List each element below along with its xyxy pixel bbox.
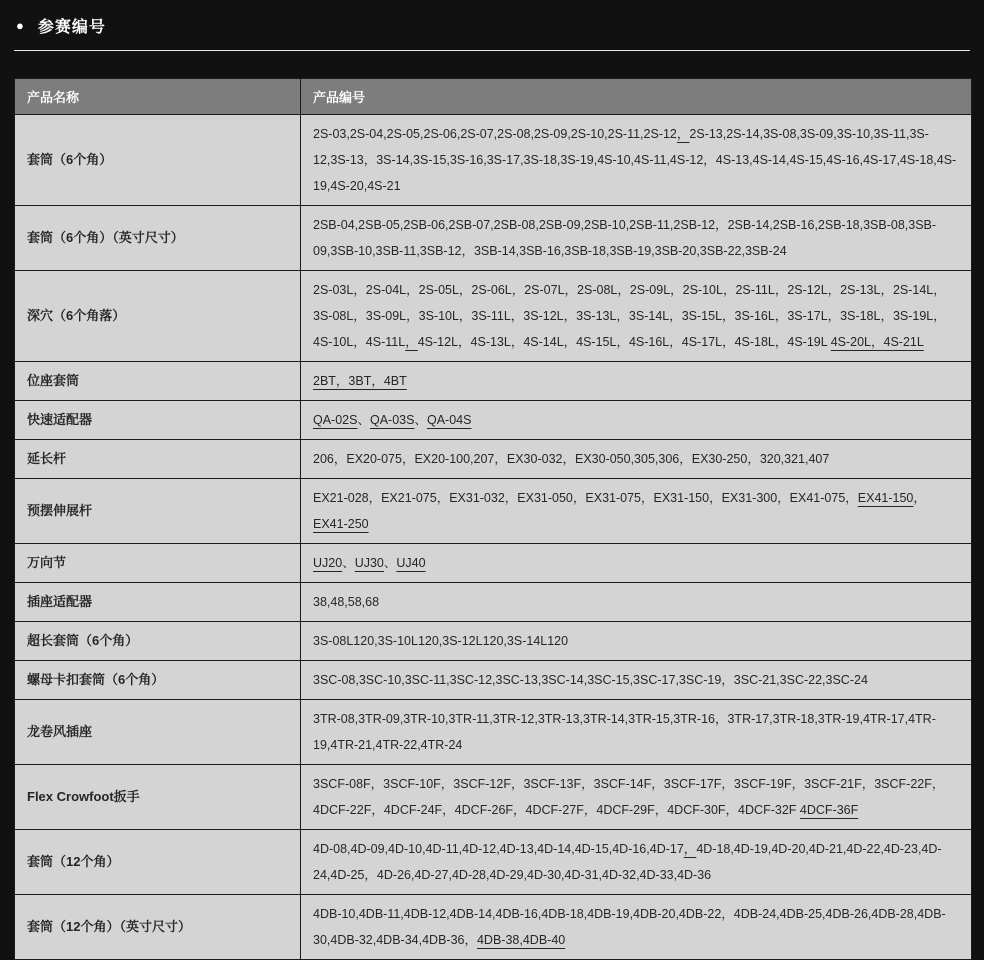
product-code-text: ， xyxy=(913,491,926,505)
table-row xyxy=(15,661,972,700)
product-code-text: 3SCF-08F，3SCF-10F，3SCF-12F，3SCF-13F，3SCF-14F，3SCF-17F，3SCF-19F，3SCF-21F，3SCF-22F，4DCF-22F，4DCF-24F，4DCF-26F，4DCF-27F，4DCF-29F，4DCF-30F，4DCF-32F xyxy=(313,777,945,817)
product-codes-cell xyxy=(301,362,972,401)
product-codes-cell xyxy=(301,401,972,440)
table-row xyxy=(15,765,972,830)
product-code-text: 206，EX20-075，EX20-100,207，EX30-032，EX30-050,305,306，EX30-250，320,321,407 xyxy=(313,452,830,466)
table-row xyxy=(15,115,972,206)
product-codes-cell xyxy=(301,544,972,583)
product-code-underlined: EX41-150 xyxy=(857,491,914,505)
product-code-underlined: QA-04S xyxy=(426,413,472,427)
table-row xyxy=(15,622,972,661)
table-header-row xyxy=(15,79,972,115)
product-code-text: 、 xyxy=(414,413,427,427)
product-code-text: 、 xyxy=(383,556,397,570)
product-code-text: 3S-08L120,3S-10L120,3S-12L120,3S-14L120 xyxy=(313,634,569,648)
product-code-underlined: ， xyxy=(405,335,418,349)
product-code-text: 、 xyxy=(357,413,370,427)
product-code-text: 2SB-04,2SB-05,2SB-06,2SB-07,2SB-08,2SB-09,2SB-10,2SB-11,2SB-12，2SB-14,2SB-16,2SB-18,3SB-08,3SB-09,3SB-10,3SB-11,3SB-12，3SB-14,3SB-16,3SB-18,3SB-19,3SB-20,3SB-22,3SB-24 xyxy=(313,218,937,258)
product-table xyxy=(14,78,972,960)
product-name-cell: 插座适配器 xyxy=(15,583,301,622)
product-name-cell: 套筒（6个角） xyxy=(15,115,301,206)
table-row xyxy=(15,440,972,479)
product-codes-cell xyxy=(301,830,972,895)
product-name-cell: Flex Crowfoot扳手 xyxy=(15,765,301,830)
product-table-container xyxy=(14,78,971,960)
product-name-cell: 位座套筒 xyxy=(15,362,301,401)
product-code-underlined: UJ30 xyxy=(354,556,384,570)
product-code-text: 2S-13,2S-14,3S-08,3S-09,3S-10,3S-11,3S-12,3S-13，3S-14,3S-15,3S-16,3S-17,3S-18,3S-19,4S-10,4S-11,4S-12，4S-13,4S-14,4S-15,4S-16,4S-17,4S-18,4S-19,4S-20,4S-21 xyxy=(313,127,957,193)
product-name-cell: 龙卷风插座 xyxy=(15,700,301,765)
product-code-text: 4D-08,4D-09,4D-10,4D-11,4D-12,4D-13,4D-14,4D-15,4D-16,4D-17 xyxy=(313,842,684,856)
product-codes-cell xyxy=(301,271,972,362)
product-code-underlined: ， xyxy=(683,842,697,856)
table-row xyxy=(15,479,972,544)
table-row xyxy=(15,401,972,440)
product-code-text: 4DB-10,4DB-11,4DB-12,4DB-14,4DB-16,4DB-18,4DB-19,4DB-20,4DB-22，4DB-24,4DB-25,4DB-26,4DB-28,4DB-30,4DB-32,4DB-34,4DB-36， xyxy=(313,907,946,947)
title-divider xyxy=(14,50,970,51)
product-code-text: 、 xyxy=(342,556,355,570)
product-code-text: 38,48,58,68 xyxy=(313,595,380,609)
table-row xyxy=(15,895,972,960)
table-row xyxy=(15,362,972,401)
column-header-product-code: 产品编号 xyxy=(301,79,972,115)
product-name-cell: 超长套筒（6个角） xyxy=(15,622,301,661)
product-name-cell: 万向节 xyxy=(15,544,301,583)
product-code-underlined: 4DCF-36F xyxy=(799,803,859,817)
product-codes-cell xyxy=(301,895,972,960)
table-row xyxy=(15,271,972,362)
product-code-underlined: 2BT，3BT，4BT xyxy=(313,374,407,388)
product-code-text: 2S-03,2S-04,2S-05,2S-06,2S-07,2S-08,2S-09,2S-10,2S-11,2S-12 xyxy=(313,127,677,141)
product-name-cell: 快速适配器 xyxy=(15,401,301,440)
product-code-text: 3TR-08,3TR-09,3TR-10,3TR-11,3TR-12,3TR-13,3TR-14,3TR-15,3TR-16，3TR-17,3TR-18,3TR-19,4TR-17,4TR-19,4TR-21,4TR-22,4TR-24 xyxy=(313,712,936,752)
table-row xyxy=(15,830,972,895)
product-codes-cell xyxy=(301,583,972,622)
product-code-text: 3SC-08,3SC-10,3SC-11,3SC-12,3SC-13,3SC-14,3SC-15,3SC-17,3SC-19，3SC-21,3SC-22,3SC-24 xyxy=(313,673,868,687)
product-code-text: 4S-12L，4S-13L，4S-14L，4S-15L，4S-16L，4S-17L，4S-18L，4S-19L xyxy=(417,335,831,349)
product-codes-cell xyxy=(301,661,972,700)
column-header-product-name: 产品名称 xyxy=(15,79,301,115)
product-codes-cell xyxy=(301,765,972,830)
product-codes-cell xyxy=(301,700,972,765)
product-code-underlined: QA-02S xyxy=(313,413,358,427)
product-codes-cell xyxy=(301,622,972,661)
table-row xyxy=(15,583,972,622)
table-row xyxy=(15,544,972,583)
product-name-cell: 预摆伸展杆 xyxy=(15,479,301,544)
product-code-underlined: 4S-20L，4S-21L xyxy=(830,335,924,349)
page-title: 参赛编号 xyxy=(37,19,106,36)
product-code-underlined: UJ20 xyxy=(313,556,343,570)
table-row xyxy=(15,700,972,765)
product-name-cell: 套筒（12个角） xyxy=(15,830,301,895)
product-name-cell: 螺母卡扣套筒（6个角） xyxy=(15,661,301,700)
table-row xyxy=(15,206,972,271)
product-code-underlined: UJ40 xyxy=(396,556,426,570)
product-codes-cell xyxy=(301,206,972,271)
product-codes-cell xyxy=(301,479,972,544)
product-codes-cell xyxy=(301,115,972,206)
product-code-underlined: QA-03S xyxy=(369,413,415,427)
product-code-underlined: ， xyxy=(676,127,690,141)
product-name-cell: 套筒（6个角）（英寸尺寸） xyxy=(15,206,301,271)
product-code-text: 2S-03L，2S-04L，2S-05L，2S-06L，2S-07L，2S-08L，2S-09L，2S-10L，2S-11L，2S-12L，2S-13L，2S-14L，3S-08L，3S-09L，3S-10L，3S-11L，3S-12L，3S-13L，3S-14L，3S-15L，3S-16L，3S-17L，3S-18L，3S-19L，4S-10L，4S-11L xyxy=(313,283,946,349)
product-name-cell: 深穴（6个角落） xyxy=(15,271,301,362)
section-title-bar xyxy=(0,0,984,47)
product-code-underlined: EX41-250 xyxy=(313,517,369,531)
product-name-cell: 延长杆 xyxy=(15,440,301,479)
product-codes-cell xyxy=(301,440,972,479)
product-name-cell: 套筒（12个角）（英寸尺寸） xyxy=(15,895,301,960)
bullet-icon: ● xyxy=(16,18,24,33)
product-code-underlined: 4DB-38,4DB-40 xyxy=(476,933,566,947)
product-code-text: 4D-18,4D-19,4D-20,4D-21,4D-22,4D-23,4D-24,4D-25，4D-26,4D-27,4D-28,4D-29,4D-30,4D-31,4D-32,4D-33,4D-36 xyxy=(313,842,942,882)
product-code-text: EX21-028，EX21-075，EX31-032，EX31-050，EX31-075，EX31-150，EX31-300，EX41-075， xyxy=(313,491,858,505)
